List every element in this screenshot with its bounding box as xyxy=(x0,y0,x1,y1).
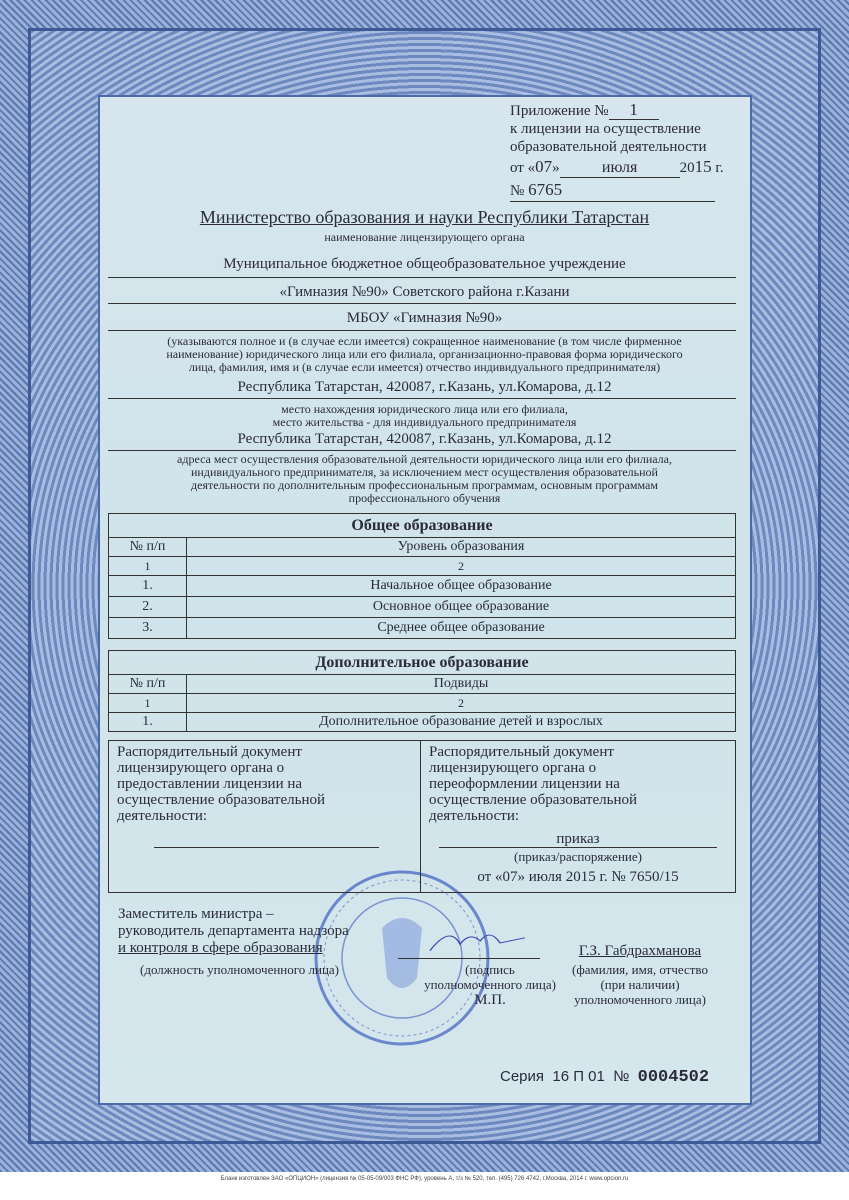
signatory-name: Г.З. Габдрахманова xyxy=(578,943,702,959)
address-caption2: место жительства - для индивидуального предпринимателя xyxy=(272,415,577,429)
activity-address-caption2: индивидуального предпринимателя, за исключением мест осуществления образовательной xyxy=(191,465,658,479)
table-title: Дополнительное образование xyxy=(109,651,736,675)
from-prefix: от « xyxy=(510,160,536,176)
day-suffix: » xyxy=(552,160,560,176)
name-caption xyxy=(560,962,720,1007)
caption-line: уполномоченного лица) xyxy=(424,977,556,992)
appendix-number: 1 xyxy=(609,100,659,120)
decision-left-text: Распорядительный документ лицензирующего органа о предоставлении лицензии на осуществление образовательной деятельности: xyxy=(117,744,325,824)
signature-caption xyxy=(420,962,560,1009)
position-line: Заместитель министра – xyxy=(118,906,274,922)
doc-type-caption: (приказ/распоряжение) xyxy=(514,849,642,864)
doc-type: приказ xyxy=(439,831,717,848)
general-education-table xyxy=(108,513,736,639)
org-line2: «Гимназия №90» Советского района г.Казани xyxy=(279,284,570,300)
series-number: 0004502 xyxy=(637,1068,710,1087)
column-header: Подвиды xyxy=(187,675,736,694)
appendix-label: Приложение № xyxy=(510,103,609,119)
table-title: Общее образование xyxy=(109,514,736,538)
org-caption1: (указываются полное и (в случае если имеется) сокращенное наименование (в том числе фирменное xyxy=(167,334,682,348)
address-caption1: место нахождения юридического лица или его филиала, xyxy=(281,402,568,416)
decision-box xyxy=(108,740,736,893)
license-number: 6765 xyxy=(528,180,563,199)
year-g: г. xyxy=(715,160,724,176)
position-caption: (должность уполномоченного лица) xyxy=(140,962,340,977)
activity-address-caption3: деятельности по дополнительным профессиональным программам, основным программам xyxy=(191,478,658,492)
year-suffix: 15 xyxy=(694,157,712,176)
activity-address-value: Республика Татарстан, 420087, г.Казань, ул.Комарова, д.12 xyxy=(237,431,612,447)
org-caption2: наименование) юридического лица или его филиала, организационно-правовая форма юридического xyxy=(166,347,683,361)
series-no-label: № xyxy=(613,1068,630,1085)
row-number: 2. xyxy=(109,597,187,618)
year-prefix: 20 xyxy=(679,160,695,176)
caption-line: (фамилия, имя, отчество xyxy=(572,962,708,977)
address-value: Республика Татарстан, 420087, г.Казань, ул.Комарова, д.12 xyxy=(237,379,612,395)
decision-right-text: Распорядительный документ лицензирующего органа о переоформлении лицензии на осуществление образовательной деятельности: xyxy=(429,744,637,824)
row-number: 3. xyxy=(109,618,187,639)
row-value: Начальное общее образование xyxy=(187,576,736,597)
position-line: руководитель департамента надзора xyxy=(118,923,349,939)
stamp-place-mark: М.П. xyxy=(474,992,506,1008)
no-label: № xyxy=(510,183,525,199)
position-line: и контроля в сфере образования xyxy=(118,940,323,956)
row-value: Дополнительное образование детей и взрослых xyxy=(187,713,736,732)
column-index: 2 xyxy=(187,694,736,713)
additional-education-table xyxy=(108,650,736,732)
month: июля xyxy=(560,159,680,178)
caption-line: (подпись xyxy=(465,962,515,977)
table-row xyxy=(109,713,736,732)
column-header: № п/п xyxy=(109,538,187,557)
column-index: 2 xyxy=(187,557,736,576)
signatory-position xyxy=(118,906,349,957)
table-row xyxy=(109,597,736,618)
org-line1: Муниципальное бюджетное общеобразовательное учреждение xyxy=(223,256,626,272)
org-short-name: МБОУ «Гимназия №90» xyxy=(346,310,503,326)
printer-footer: Бланк изготовлен ЗАО «ОПЦИОН» (лицензия № 05-05-09/003 ФНС РФ), уровень А, т/з № 520, тел. (495) 726 4742, г.Москва, 2014 г. www.opcion.ru xyxy=(220,1176,629,1182)
column-index: 1 xyxy=(109,557,187,576)
doc-reference: от «07» июля 2015 г. № 7650/15 xyxy=(477,869,679,885)
day: 07 xyxy=(535,157,553,176)
activity-address-caption1: адреса мест осуществления образовательной деятельности юридического лица или его филиала, xyxy=(177,452,672,466)
blank-series xyxy=(500,1068,709,1087)
series-label: Серия xyxy=(500,1068,545,1085)
table-row xyxy=(109,576,736,597)
org-caption3: лица, фамилия, имя и (в случае если имеется) отчество индивидуального предпринимателя) xyxy=(188,360,661,374)
series-value: 16 П 01 xyxy=(552,1068,605,1085)
row-number: 1. xyxy=(109,576,187,597)
caption-line: (при наличии) xyxy=(600,977,680,992)
activity-address-caption4: профессионального обучения xyxy=(348,491,501,505)
appendix-activity: образовательной деятельности xyxy=(510,139,707,155)
column-header: № п/п xyxy=(109,675,187,694)
column-index: 1 xyxy=(109,694,187,713)
row-number: 1. xyxy=(109,713,187,732)
caption-line: уполномоченного лица) xyxy=(574,992,706,1007)
column-header: Уровень образования xyxy=(187,538,736,557)
row-value: Основное общее образование xyxy=(187,597,736,618)
row-value: Среднее общее образование xyxy=(187,618,736,639)
authority-caption: наименование лицензирующего органа xyxy=(324,230,525,244)
table-row xyxy=(109,618,736,639)
appendix-to-license: к лицензии на осуществление xyxy=(510,121,701,137)
authority-name: Министерство образования и науки Республики Татарстан xyxy=(199,207,650,227)
signature-scribble xyxy=(420,925,530,957)
